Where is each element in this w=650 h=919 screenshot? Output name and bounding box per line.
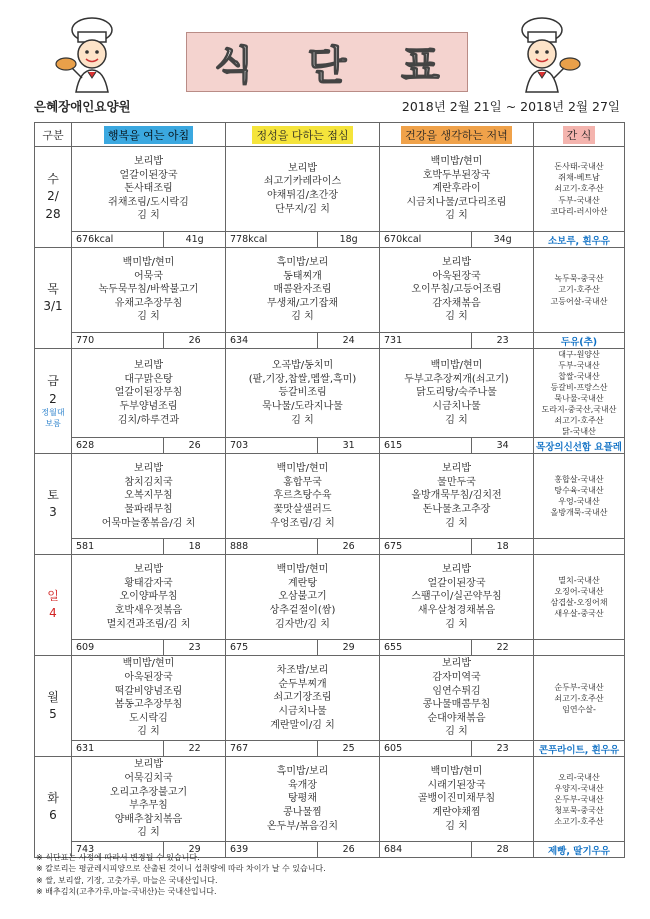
protein-value: 24	[342, 335, 355, 346]
menu-item: 얼갈이된장국	[119, 169, 178, 181]
origin-info	[534, 656, 625, 741]
origin-item: 순두부-국내산	[554, 682, 604, 692]
origin-item: 온두부-국내산	[554, 794, 604, 804]
menu-row	[35, 147, 625, 232]
origin-item: 오징어-국내산	[554, 587, 604, 597]
menu-item: 돈나물초고추장	[422, 504, 491, 516]
col-breakfast: 행복을 여는 아침	[72, 123, 226, 147]
holiday-label: 정월대	[41, 408, 65, 418]
nutrition-cell	[380, 539, 534, 555]
lunch-items	[226, 555, 380, 640]
menu-item: 보리밥	[134, 156, 163, 168]
menu-item: 계란말이/김 치	[270, 719, 335, 731]
menu-item: 김 치	[445, 517, 468, 529]
protein-value: 22	[496, 642, 509, 654]
nutrition-cell	[380, 333, 534, 349]
origin-item: 새우살-중국산	[554, 609, 604, 619]
menu-item: 오복지무침	[124, 490, 173, 502]
origin-item: 쇠고기-호주산	[554, 184, 604, 194]
snack-name: 제빵, 딸기우유	[534, 842, 625, 858]
menu-item: 호박새우젓볶음	[114, 605, 183, 617]
nutrition-row	[35, 741, 625, 757]
protein-value: 23	[496, 335, 509, 346]
day-date: 4	[49, 606, 57, 621]
menu-item: 닭도리탕/숙주나물	[416, 387, 497, 399]
menu-period: 2018년 2월 21일 ~ 2018년 2월 27일	[401, 99, 620, 114]
menu-row	[35, 757, 625, 842]
protein-value: 25	[342, 743, 355, 755]
snack-name	[534, 539, 625, 555]
day-cell	[35, 555, 72, 656]
day-cell	[35, 454, 72, 555]
menu-row	[35, 555, 625, 640]
day-of-week: 화	[47, 790, 59, 805]
menu-item: 참치김치국	[124, 476, 173, 488]
nutrition-cell	[72, 333, 226, 349]
nutrition-row	[35, 438, 625, 454]
origin-item: 두부-국내산	[558, 195, 600, 205]
lunch-items	[226, 147, 380, 232]
menu-item: 쇠고기카레라이스	[263, 176, 342, 188]
menu-item: 온두부/볶음김치	[267, 820, 338, 832]
day-of-week: 월	[47, 689, 59, 704]
day-cell	[35, 147, 72, 248]
menu-item: 콩나물매콤무침	[422, 699, 491, 711]
page-header	[0, 0, 650, 120]
menu-item: 보리밥	[442, 564, 471, 576]
menu-item: 얼갈이된장무침	[114, 387, 183, 399]
kcal-value: 767	[226, 741, 318, 756]
menu-item: 김 치	[137, 726, 160, 738]
menu-item: 오이무침/고등어조림	[411, 284, 502, 296]
menu-item: 물파래무침	[124, 504, 173, 516]
col-dinner: 건강을 생각하는 저녁	[380, 123, 534, 147]
menu-item: 어묵마늘쫑볶음/김 치	[101, 517, 196, 529]
origin-item: 쥐채-베트남	[558, 173, 600, 183]
protein-value: 34	[496, 440, 509, 452]
menu-item: 봄동고추장무침	[114, 699, 183, 711]
origin-info	[534, 147, 625, 232]
dinner-items	[380, 555, 534, 640]
menu-item: 감자채볶음	[432, 297, 481, 309]
kcal-value: 655	[380, 640, 472, 655]
origin-item: 삼겹살-오징어채	[550, 598, 608, 608]
day-date: 3	[49, 505, 57, 520]
day-date: 5	[49, 707, 57, 722]
col-lunch: 정성을 다하는 점심	[226, 123, 380, 147]
page-title	[186, 32, 468, 92]
organization-name: 은혜장애인요양원	[34, 99, 131, 114]
day-of-week: 수	[47, 171, 59, 186]
protein-value: 26	[342, 844, 355, 856]
day-cell	[35, 656, 72, 757]
menu-item: 도시락김	[129, 712, 168, 724]
protein-value: 18g	[339, 234, 358, 245]
col-category: 구분	[35, 123, 72, 147]
menu-item: 두부고추장찌개(쇠고기)	[404, 373, 509, 385]
origin-item: 쇠고기-호주산	[554, 416, 604, 426]
origin-item: 멸치-국내산	[558, 576, 600, 586]
lunch-items	[226, 349, 380, 438]
origin-item: 대구-원양산	[558, 350, 600, 359]
nutrition-row	[35, 333, 625, 349]
breakfast-items	[72, 656, 226, 741]
menu-item: 시금치나물	[432, 400, 481, 412]
menu-item: 상추겉절이(쌈)	[269, 605, 336, 617]
protein-value: 22	[188, 743, 201, 755]
protein-value: 26	[342, 541, 355, 553]
nutrition-cell	[72, 741, 226, 757]
menu-item: 오리고추장불고기	[109, 786, 188, 798]
menu-item: 무생채/고기잡채	[267, 297, 338, 309]
menu-item: 흑미밥/보리	[276, 766, 329, 778]
dinner-items	[380, 349, 534, 438]
footnote: ※ 칼로리는 평균레시피양으로 산출된 것이니 섭취량에 따라 차이가 날 수 있습니다.	[36, 864, 326, 874]
menu-item: 백미밥/현미	[276, 463, 329, 475]
origin-item: 등갈비-프랑스산	[550, 383, 608, 393]
breakfast-items	[72, 147, 226, 232]
menu-item: 후르츠탕수육	[273, 490, 332, 502]
breakfast-items	[72, 454, 226, 539]
snack-name	[534, 640, 625, 656]
kcal-value: 631	[72, 741, 164, 756]
nutrition-cell	[380, 640, 534, 656]
origin-info	[534, 349, 625, 438]
kcal-value: 628	[72, 438, 164, 453]
menu-item: 감자미역국	[432, 672, 481, 684]
day-date: 28	[45, 206, 61, 221]
menu-item: 오곡밥/동치미	[271, 360, 334, 372]
day-date: 3/1	[43, 299, 63, 313]
menu-item: 떡갈비양념조림	[114, 685, 183, 697]
dinner-items	[380, 656, 534, 741]
menu-item: 두부양념조림	[119, 400, 178, 412]
menu-item: 시래기된장국	[427, 779, 486, 791]
menu-item: 스팸구이/실곤약무침	[411, 591, 502, 603]
menu-item: 콩나물찜	[283, 807, 322, 819]
kcal-value: 703	[226, 438, 318, 453]
snack-name: 두유(추)	[534, 333, 625, 349]
menu-item: 유채고추장무침	[114, 297, 183, 309]
origin-item: 오리-국내산	[558, 772, 600, 782]
lunch-items	[226, 454, 380, 539]
menu-item: 시금치나물/코다리조림	[406, 196, 507, 208]
origin-item: 묵나물-국내산	[554, 394, 604, 404]
kcal-value: 778kcal	[226, 232, 318, 247]
protein-value: 31	[342, 440, 355, 452]
origin-info	[534, 454, 625, 539]
footnote: ※ 식단표는 사정에 따라서 변경될 수 있습니다.	[36, 853, 200, 862]
dinner-items	[380, 147, 534, 232]
day-of-week: 토	[47, 487, 59, 502]
menu-item: 김 치	[445, 210, 468, 222]
protein-value: 26	[188, 440, 201, 452]
menu-item: 보리밥	[442, 463, 471, 475]
origin-item: 고기-호주산	[558, 285, 600, 295]
menu-row	[35, 656, 625, 741]
kcal-value: 675	[226, 640, 318, 655]
snack-name: 콘푸라이트, 흰우유	[534, 741, 625, 757]
lunch-items	[226, 757, 380, 842]
menu-item: 단무지/김 치	[275, 203, 330, 215]
nutrition-cell	[72, 232, 226, 248]
menu-item: 백미밥/현미	[430, 766, 483, 778]
origin-info	[534, 555, 625, 640]
kcal-value: 743	[72, 842, 164, 857]
menu-item: 백미밥/현미	[430, 360, 483, 372]
kcal-value: 581	[72, 539, 164, 554]
dinner-items	[380, 454, 534, 539]
protein-value: 23	[496, 743, 509, 755]
protein-value: 18	[188, 541, 201, 553]
origin-item: 고등어살-국내산	[550, 296, 608, 306]
menu-item: 쇠고기장조림	[273, 692, 332, 704]
menu-item: 황태감자국	[124, 577, 173, 589]
breakfast-items	[72, 757, 226, 842]
menu-item: 녹두묵무침/바싹불고기	[98, 284, 199, 296]
menu-item: 우엉조림/김 치	[270, 517, 335, 529]
menu-item: 보리밥	[288, 162, 317, 174]
menu-item: 김자반/김 치	[275, 618, 330, 630]
menu-item: 차조밥/보리	[276, 665, 329, 677]
nutrition-row	[35, 640, 625, 656]
kcal-value: 675	[380, 539, 472, 554]
protein-value: 18	[496, 541, 509, 553]
menu-row	[35, 349, 625, 438]
menu-item: 김 치	[445, 820, 468, 832]
day-cell	[35, 349, 72, 454]
kcal-value: 609	[72, 640, 164, 655]
kcal-value: 676kcal	[72, 232, 164, 247]
menu-item: 흑미밥/보리	[276, 257, 329, 269]
kcal-value: 670kcal	[380, 232, 472, 247]
nutrition-cell	[380, 232, 534, 248]
day-of-week: 금	[47, 374, 59, 389]
title-char: 표	[401, 42, 440, 89]
origin-item: 코다리-러시아산	[550, 206, 608, 216]
menu-item: 골뱅이진미채무침	[417, 793, 496, 805]
menu-item: 쥐채조림/도시락김	[108, 196, 189, 208]
origin-item: 임연수살-	[562, 704, 596, 714]
menu-item: 보리밥	[134, 360, 163, 372]
menu-item: 멸치견과조림/김 치	[106, 618, 191, 630]
menu-item: 순대야채볶음	[427, 712, 486, 724]
menu-item: 시금치나물	[278, 706, 327, 718]
protein-value: 26	[188, 335, 201, 346]
footnote: ※ 쌀, 보리쌀, 기장, 고춧가루, 마늘은 국내산입니다.	[36, 875, 218, 885]
origin-item: 돈사태-국내산	[554, 162, 604, 172]
origin-item: 우양지-국내산	[554, 783, 604, 793]
menu-item: 올방개묵무침/김치전	[411, 490, 502, 502]
origin-info	[534, 248, 625, 333]
menu-item: 보리밥	[134, 759, 163, 771]
origin-item: 소고기-호주산	[554, 816, 604, 826]
menu-item: 김 치	[445, 618, 468, 630]
nutrition-cell	[380, 741, 534, 757]
kcal-value: 888	[226, 539, 318, 554]
nutrition-cell	[72, 539, 226, 555]
snack-name: 소보루, 흰우유	[534, 232, 625, 248]
menu-item: 꽃맛살샐러드	[273, 504, 332, 516]
menu-item: 오삼불고기	[278, 591, 327, 603]
menu-item: 김 치	[137, 827, 160, 839]
menu-item: 홍합무국	[283, 476, 322, 488]
menu-item: 어묵김치국	[124, 773, 173, 785]
menu-item: 대구맑은탕	[124, 373, 173, 385]
menu-item: 김 치	[137, 210, 160, 222]
menu-item: 백미밥/현미	[122, 257, 175, 269]
kcal-value: 615	[380, 438, 472, 453]
menu-item: 김 치	[445, 414, 468, 426]
nutrition-cell	[72, 438, 226, 454]
nutrition-row	[35, 539, 625, 555]
menu-item: 돈사태조림	[124, 183, 173, 195]
protein-value: 23	[188, 642, 201, 654]
lunch-items	[226, 248, 380, 333]
menu-item: 계란후라이	[432, 183, 481, 195]
origin-item: 우엉-국내산	[558, 497, 600, 507]
day-cell	[35, 248, 72, 349]
menu-item: 부추무침	[129, 800, 168, 812]
day-cell	[35, 757, 72, 858]
nutrition-cell	[226, 640, 380, 656]
menu-item: 아욱된장국	[432, 270, 481, 282]
origin-item: 청포묵-중국산	[554, 805, 604, 815]
nutrition-cell	[380, 842, 534, 858]
day-date: 2	[49, 391, 57, 406]
origin-item: 홍합살-국내산	[554, 475, 604, 485]
table-header-row	[35, 123, 625, 147]
kcal-value: 634	[226, 333, 318, 348]
menu-item: 육개장	[288, 779, 317, 791]
protein-value: 28	[496, 844, 509, 856]
kcal-value: 770	[72, 333, 164, 348]
menu-item: 매콤완자조림	[273, 284, 332, 296]
menu-item: 아욱된장국	[124, 672, 173, 684]
menu-item: 동태찌개	[283, 270, 322, 282]
menu-item: 백미밥/현미	[276, 564, 329, 576]
protein-value: 29	[188, 844, 201, 856]
footnote: ※ 배추김치(고추가루,마늘-국내산)는 국내산입니다.	[36, 887, 217, 897]
origin-item: 도라지-중국산,국내산	[541, 405, 617, 415]
menu-item: 김 치	[291, 414, 314, 426]
menu-item: 새우살청경채볶음	[417, 605, 496, 617]
day-date: 6	[49, 808, 57, 823]
menu-item: 백미밥/현미	[122, 658, 175, 670]
protein-value: 34g	[493, 234, 512, 245]
title-char: 단	[307, 42, 347, 89]
holiday-label: 보름	[45, 418, 61, 428]
menu-item: 김 치	[445, 726, 468, 738]
menu-item: 김 치	[137, 311, 160, 323]
protein-value: 41g	[185, 234, 204, 245]
kcal-value: 605	[380, 741, 472, 756]
menu-item: 백미밥/현미	[430, 156, 483, 168]
day-of-week: 목	[47, 281, 59, 296]
menu-item: 오이양파무침	[119, 591, 178, 603]
menu-item: 김치/하루견과	[117, 414, 180, 426]
day-of-week: 일	[47, 588, 59, 603]
nutrition-cell	[72, 640, 226, 656]
menu-item: 물만두국	[437, 476, 476, 488]
day-date: 2/	[47, 189, 59, 204]
kcal-value: 684	[380, 842, 472, 857]
menu-item: 호박두부된장국	[422, 169, 491, 181]
origin-item: 탕수육-국내산	[554, 486, 604, 496]
menu-row	[35, 248, 625, 333]
title-char: 식	[214, 42, 253, 89]
kcal-value: 731	[380, 333, 472, 348]
origin-item: 쇠고기-호주산	[554, 693, 604, 703]
snack-name: 목장의신선함 요플레	[534, 438, 625, 454]
kcal-value: 639	[226, 842, 318, 857]
nutrition-cell	[226, 539, 380, 555]
menu-item: 묵나물/도라지나물	[262, 400, 343, 412]
menu-item: 탕평채	[288, 793, 317, 805]
menu-item: 등갈비조림	[278, 387, 327, 399]
menu-item: 김 치	[291, 311, 314, 323]
lunch-items	[226, 656, 380, 741]
origin-item: 닭-국내산	[562, 427, 596, 437]
nutrition-cell	[226, 438, 380, 454]
menu-item: 김 치	[445, 311, 468, 323]
origin-item: 올방개묵-국내산	[550, 508, 608, 518]
breakfast-items	[72, 349, 226, 438]
menu-item: 계란탕	[288, 577, 317, 589]
nutrition-cell	[226, 741, 380, 757]
menu-item: 계란야채찜	[432, 807, 481, 819]
menu-table	[34, 122, 625, 858]
origin-item: 두부-국내산	[558, 361, 600, 371]
col-snack: 간 식	[534, 123, 625, 147]
origin-item: 찹쌀-국내산	[558, 372, 600, 382]
menu-item: 보리밥	[442, 257, 471, 269]
chef-icon	[500, 14, 582, 94]
nutrition-cell	[226, 232, 380, 248]
dinner-items	[380, 757, 534, 842]
breakfast-items	[72, 555, 226, 640]
menu-item: (팥,기장,찹쌀,멥쌀,흑미)	[248, 373, 357, 385]
protein-value: 29	[342, 642, 355, 654]
menu-item: 보리밥	[134, 564, 163, 576]
origin-item: 녹두묵-중국산	[554, 274, 604, 284]
menu-item: 어묵국	[134, 270, 163, 282]
menu-item: 양배추참치볶음	[114, 813, 183, 825]
footnotes	[36, 852, 326, 897]
chef-icon	[52, 14, 134, 94]
menu-item: 보리밥	[134, 463, 163, 475]
breakfast-items	[72, 248, 226, 333]
menu-item: 순두부찌개	[278, 678, 327, 690]
menu-item: 야채튀김/초간장	[267, 190, 338, 201]
menu-item: 임연수튀김	[432, 685, 481, 697]
menu-item: 보리밥	[442, 658, 471, 670]
nutrition-cell	[226, 333, 380, 349]
nutrition-row	[35, 232, 625, 248]
menu-row	[35, 454, 625, 539]
nutrition-cell	[380, 438, 534, 454]
menu-item: 얼갈이된장국	[427, 577, 486, 589]
dinner-items	[380, 248, 534, 333]
origin-info	[534, 757, 625, 842]
